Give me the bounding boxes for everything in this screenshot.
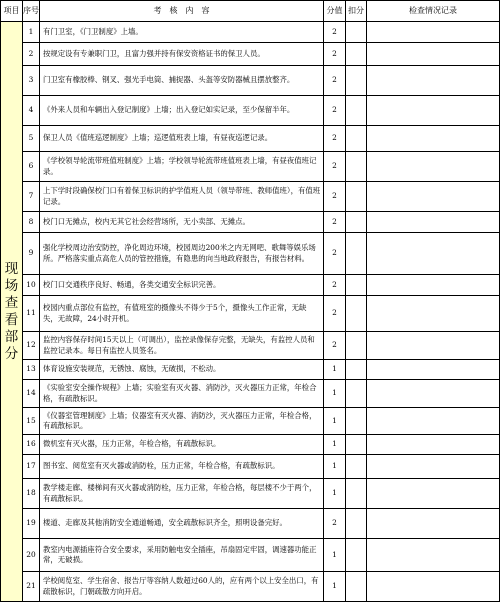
table-body	[1, 22, 500, 602]
row-number: 16	[23, 435, 40, 455]
table-row	[1, 66, 500, 96]
deduct-cell[interactable]	[346, 539, 367, 572]
row-content: 保卫人员《值班巡逻制度》上墙；巡逻值班表上墙，有昼夜巡逻记录。	[40, 126, 324, 152]
row-content: 有门卫室，《门卫制度》上墙。	[40, 22, 324, 43]
row-score: 2	[324, 66, 346, 96]
row-score: 2	[324, 509, 346, 539]
record-cell[interactable]	[367, 539, 500, 572]
record-cell[interactable]	[367, 296, 500, 332]
row-number: 13	[23, 360, 40, 380]
header-record: 检查情况记录	[367, 1, 500, 22]
table-row	[1, 182, 500, 212]
table-row	[1, 22, 500, 43]
deduct-cell[interactable]	[346, 332, 367, 360]
deduct-cell[interactable]	[346, 275, 367, 296]
record-cell[interactable]	[367, 96, 500, 126]
row-content: 微机室有灭火器，压力正常，年检合格，有疏散标识。	[40, 435, 324, 455]
row-content: 校门口无摊点，校内无其它社会经营场所，无小卖部、无摊点。	[40, 212, 324, 233]
row-number: 11	[23, 296, 40, 332]
row-score: 2	[324, 96, 346, 126]
record-cell[interactable]	[367, 435, 500, 455]
record-cell[interactable]	[367, 233, 500, 275]
deduct-cell[interactable]	[346, 572, 367, 602]
table-row	[1, 212, 500, 233]
deduct-cell[interactable]	[346, 126, 367, 152]
record-cell[interactable]	[367, 22, 500, 43]
table-row	[1, 43, 500, 66]
category-label: 现场查看部分	[4, 260, 19, 362]
deduct-cell[interactable]	[346, 296, 367, 332]
deduct-cell[interactable]	[346, 212, 367, 233]
header-content: 考 核 内 容	[40, 1, 324, 22]
table-row	[1, 479, 500, 509]
record-cell[interactable]	[367, 455, 500, 479]
table-row	[1, 572, 500, 602]
row-content: 《实验室安全操作规程》上墙；实验室有灭火器、消防沙，灭火器压力正常，年检合格，有疏散标识。	[40, 380, 324, 408]
row-score: 2	[324, 22, 346, 43]
record-cell[interactable]	[367, 479, 500, 509]
row-number: 19	[23, 509, 40, 539]
header-seq: 序号	[23, 1, 40, 22]
row-score: 2	[324, 182, 346, 212]
row-score: 2	[324, 152, 346, 182]
row-content: 强化学校周边治安防控，净化周边环境，校园周边200米之内无网吧、歌舞等娱乐场所。严格落实重点高危人员的管控措施，有隐患的向当地政府报告，有报告材料。	[40, 233, 324, 275]
header-row	[1, 1, 500, 22]
row-content: 教室内电源插座符合安全要求，采用防触电安全插座，吊扇固定牢固，调速器功能正常，无破损。	[40, 539, 324, 572]
table-row	[1, 126, 500, 152]
table-row	[1, 275, 500, 296]
deduct-cell[interactable]	[346, 380, 367, 408]
table-row	[1, 233, 500, 275]
deduct-cell[interactable]	[346, 455, 367, 479]
row-score: 2	[324, 212, 346, 233]
deduct-cell[interactable]	[346, 479, 367, 509]
row-number: 3	[23, 66, 40, 96]
header-deduct: 扣分	[346, 1, 367, 22]
deduct-cell[interactable]	[346, 152, 367, 182]
table-row	[1, 455, 500, 479]
record-cell[interactable]	[367, 182, 500, 212]
deduct-cell[interactable]	[346, 509, 367, 539]
record-cell[interactable]	[367, 572, 500, 602]
row-score: 1	[324, 479, 346, 509]
row-number: 14	[23, 380, 40, 408]
deduct-cell[interactable]	[346, 22, 367, 43]
row-score: 2	[324, 233, 346, 275]
deduct-cell[interactable]	[346, 66, 367, 96]
row-number: 17	[23, 455, 40, 479]
row-number: 10	[23, 275, 40, 296]
row-number: 8	[23, 212, 40, 233]
row-number: 7	[23, 182, 40, 212]
table-row	[1, 509, 500, 539]
row-score: 2	[324, 296, 346, 332]
row-score: 1	[324, 380, 346, 408]
deduct-cell[interactable]	[346, 182, 367, 212]
record-cell[interactable]	[367, 66, 500, 96]
table-row	[1, 96, 500, 126]
row-score: 1	[324, 360, 346, 380]
row-content: 《学校领导轮流带班值班制度》上墙；学校领导轮流带班值班表上墙，有昼夜值班记录。	[40, 152, 324, 182]
record-cell[interactable]	[367, 212, 500, 233]
record-cell[interactable]	[367, 126, 500, 152]
row-number: 20	[23, 539, 40, 572]
row-score: 2	[324, 43, 346, 66]
table-row	[1, 296, 500, 332]
record-cell[interactable]	[367, 275, 500, 296]
deduct-cell[interactable]	[346, 435, 367, 455]
row-content: 教学楼走廊、楼梯间有灭火器或消防栓，压力正常，年检合格，每层楼不少于两个，有疏散标识。	[40, 479, 324, 509]
table-row	[1, 152, 500, 182]
row-number: 4	[23, 96, 40, 126]
row-number: 2	[23, 43, 40, 66]
deduct-cell[interactable]	[346, 408, 367, 435]
row-score: 1	[324, 408, 346, 435]
record-cell[interactable]	[367, 408, 500, 435]
row-content: 学校阅览室、学生宿舍、报告厅等容纳人数超过60人的，应有两个以上安全出口，有疏散标识，门朝疏散方向开启。	[40, 572, 324, 602]
deduct-cell[interactable]	[346, 233, 367, 275]
row-score: 2	[324, 332, 346, 360]
deduct-cell[interactable]	[346, 96, 367, 126]
row-number: 9	[23, 233, 40, 275]
record-cell[interactable]	[367, 332, 500, 360]
header-score: 分值	[324, 1, 346, 22]
row-number: 21	[23, 572, 40, 602]
row-content: 体育设施安装规范，无锈蚀、腐蚀，无破损，不松动。	[40, 360, 324, 380]
row-number: 18	[23, 479, 40, 509]
row-content: 楼道、走廊及其他消防安全通道畅通，安全疏散标识齐全，照明设备完好。	[40, 509, 324, 539]
record-cell[interactable]	[367, 43, 500, 66]
row-number: 5	[23, 126, 40, 152]
row-content: 门卫室有橡胶棒、钢叉、强光手电筒、捕捉器、头盔等安防器械且摆放整齐。	[40, 66, 324, 96]
row-score: 1	[324, 435, 346, 455]
row-content: 按规定设有专兼职门卫，且富力强并持有保安资格证书的保卫人员。	[40, 43, 324, 66]
record-cell[interactable]	[367, 152, 500, 182]
table-row	[1, 380, 500, 408]
row-number: 1	[23, 22, 40, 43]
table-row	[1, 360, 500, 380]
row-score: 1	[324, 572, 346, 602]
row-number: 12	[23, 332, 40, 360]
table-row	[1, 539, 500, 572]
category-cell	[1, 22, 23, 602]
row-score: 2	[324, 275, 346, 296]
record-cell[interactable]	[367, 509, 500, 539]
header-project: 项目	[1, 1, 23, 22]
deduct-cell[interactable]	[346, 360, 367, 380]
row-score: 1	[324, 455, 346, 479]
record-cell[interactable]	[367, 360, 500, 380]
table-row	[1, 408, 500, 435]
row-content: 监控内容保存时间15天以上（可调出），监控录像保存完整，无缺失，有监控人员和监控记录本。每日有监控人员签名。	[40, 332, 324, 360]
table-row	[1, 435, 500, 455]
deduct-cell[interactable]	[346, 43, 367, 66]
row-content: 上下学时段确保校门口有着保卫标识的护学值班人员（领导带班、教师值班），有值班记录。	[40, 182, 324, 212]
record-cell[interactable]	[367, 380, 500, 408]
row-content: 校园内重点部位有监控，有值班室的摄像头不得少于5个，摄像头工作正常，无缺失，无故障，24小时开机。	[40, 296, 324, 332]
row-content: 校门口交通秩序良好、畅通，各类交通安全标识完善。	[40, 275, 324, 296]
row-number: 15	[23, 408, 40, 435]
row-number: 6	[23, 152, 40, 182]
row-content: 《仪器室管理制度》上墙；仪器室有灭火器、消防沙，灭火器压力正常，年检合格，有疏散标识。	[40, 408, 324, 435]
row-score: 1	[324, 539, 346, 572]
row-content: 图书室、阅览室有灭火器或消防栓，压力正常，年检合格，有疏散标识。	[40, 455, 324, 479]
table-row	[1, 332, 500, 360]
row-score: 2	[324, 126, 346, 152]
row-content: 《外来人员和车辆出入登记制度》上墙；出入登记如实记录，至少保留半年。	[40, 96, 324, 126]
